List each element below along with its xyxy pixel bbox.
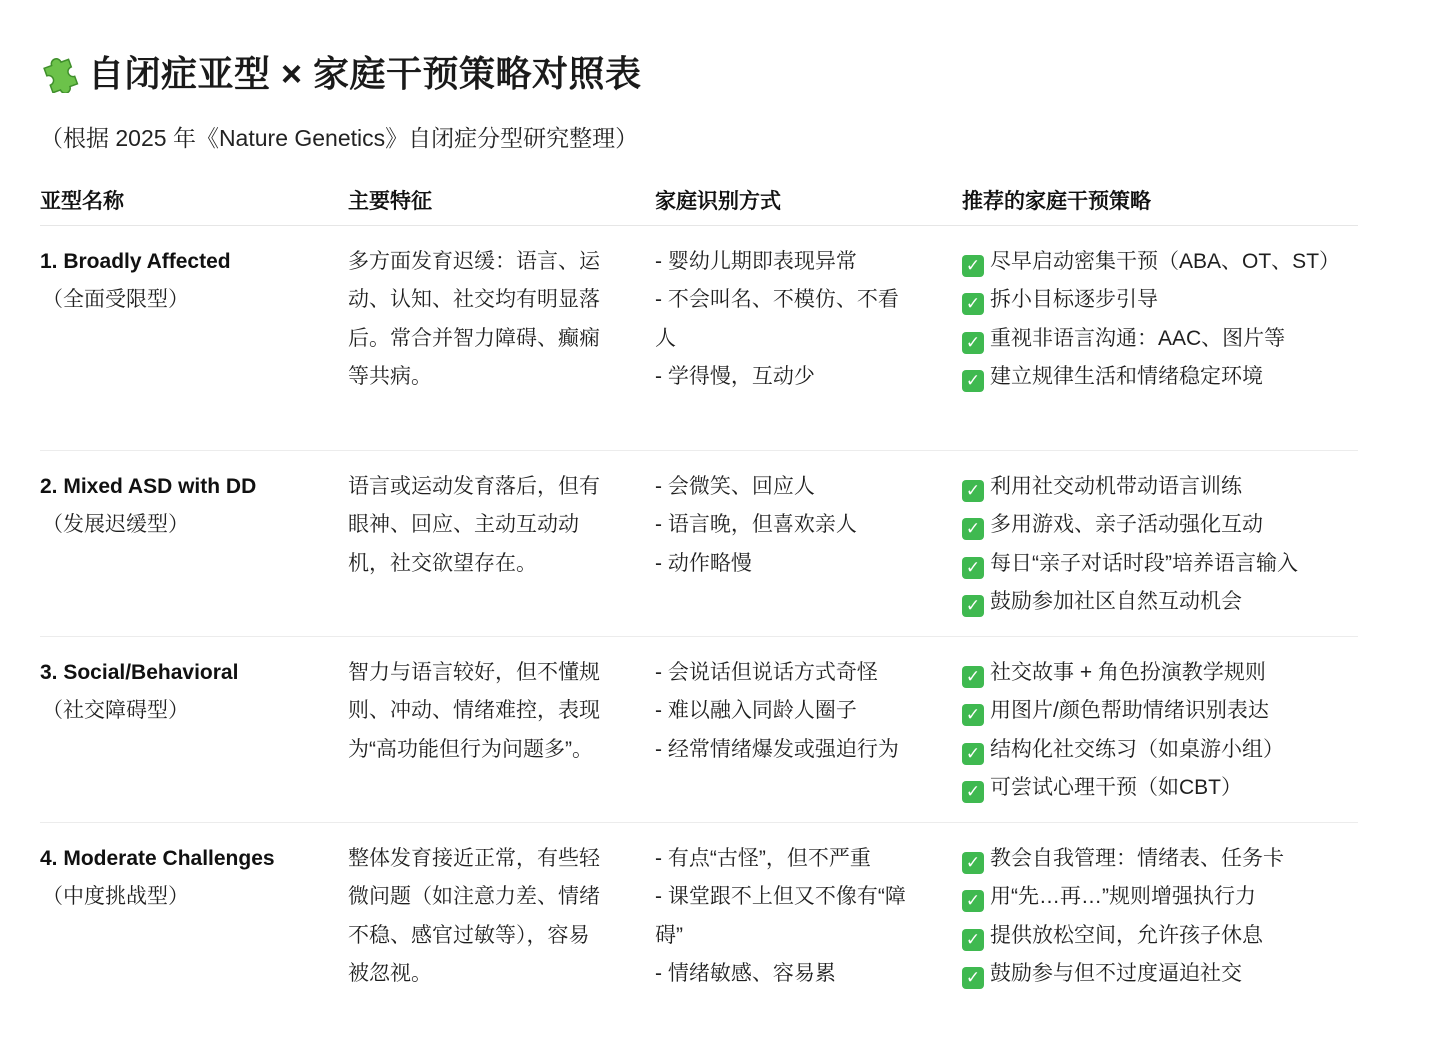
subtype-name-cn: （发展迟缓型） [42,513,189,537]
identify-item: - 学得慢，互动少 [655,365,815,389]
check-mark-icon: ✓ [962,480,984,502]
features-cell: 语言或运动发育落后，但有眼神、回应、主动互动动机，社交欲望存在。 [348,475,600,575]
header-strategies: 推荐的家庭干预策略 [962,190,1151,213]
subtype-cell [40,654,330,731]
identify-item: - 有点“古怪”，但不严重 [655,847,871,870]
subtype-cell [40,468,330,545]
table-row [40,822,1358,1012]
strategy-item: ✓ 多用游戏、亲子活动强化互动 [962,506,1352,544]
identify-item: - 不会叫名、不模仿、不看人 [655,288,899,350]
header-identify: 家庭识别方式 [655,190,781,213]
header-features: 主要特征 [348,190,432,213]
check-mark-icon: ✓ [962,852,984,874]
strategy-item: ✓ 拆小目标逐步引导 [962,281,1352,319]
strategy-item: ✓ 每日“亲子对话时段”培养语言输入 [962,545,1352,583]
check-mark-icon: ✓ [962,781,984,803]
identify-item: - 难以融入同龄人圈子 [655,699,857,723]
identify-item: - 语言晚，但喜欢亲人 [655,513,857,537]
check-mark-icon: ✓ [962,518,984,540]
page-title [38,46,642,96]
features-cell: 智力与语言较好，但不懂规则、冲动、情绪难控，表现为“高功能但行为问题多”。 [348,661,600,761]
table-row [40,225,1358,451]
identify-cell [655,840,915,994]
identify-cell [655,243,915,397]
identify-cell [655,468,915,583]
strategies-cell [962,840,1352,994]
check-mark-icon: ✓ [962,332,984,354]
subtype-name-cn: （中度挑战型） [42,885,189,909]
strategy-item: ✓ 用图片/颜色帮助情绪识别表达 [962,692,1352,730]
table-row [40,636,1358,823]
header-subtype: 亚型名称 [40,190,124,213]
strategies-cell [962,243,1352,397]
strategy-item: ✓ 建立规律生活和情绪稳定环境 [962,358,1352,396]
table-row [40,450,1358,637]
strategy-item: ✓ 用“先…再…”规则增强执行力 [962,878,1352,916]
subtype-name-cn: （全面受限型） [42,288,189,312]
strategy-item: ✓ 社交故事 + 角色扮演教学规则 [962,654,1352,692]
subtype-name-en: 4. Moderate Challenges [40,847,275,870]
subtype-name-en: 2. Mixed ASD with DD [40,475,257,498]
strategy-item: ✓ 结构化社交练习（如桌游小组） [962,731,1352,769]
subtype-name-en: 1. Broadly Affected [40,250,231,273]
page-title-text: 自闭症亚型 × 家庭干预策略对照表 [88,52,642,94]
table-header [40,183,1358,226]
strategy-item: ✓ 重视非语言沟通：AAC、图片等 [962,320,1352,358]
subtype-name-cn: （社交障碍型） [42,699,189,723]
check-mark-icon: ✓ [962,557,984,579]
subtype-name-en: 3. Social/Behavioral [40,661,239,684]
strategy-item: ✓ 可尝试心理干预（如CBT） [962,769,1352,807]
strategy-item: ✓ 鼓励参与但不过度逼迫社交 [962,955,1352,993]
check-mark-icon: ✓ [962,293,984,315]
features-cell: 整体发育接近正常，有些轻微问题（如注意力差、情绪不稳、感官过敏等），容易被忽视。 [348,847,600,986]
identify-item: - 会微笑、回应人 [655,475,815,498]
subtype-cell [40,840,330,917]
check-mark-icon: ✓ [962,743,984,765]
identify-item: - 课堂跟不上但又不像有“障碍” [655,885,906,947]
strategies-cell [962,468,1352,622]
identify-item: - 会说话但说话方式奇怪 [655,661,878,684]
subtype-cell [40,243,330,320]
strategy-item: ✓ 教会自我管理：情绪表、任务卡 [962,840,1352,878]
check-mark-icon: ✓ [962,666,984,688]
puzzle-piece-icon [38,49,82,93]
strategy-item: ✓ 利用社交动机带动语言训练 [962,468,1352,506]
identify-item: - 婴幼儿期即表现异常 [655,250,857,273]
strategy-item: ✓ 提供放松空间，允许孩子休息 [962,917,1352,955]
identify-item: - 经常情绪爆发或强迫行为 [655,737,899,761]
strategy-item: ✓ 鼓励参加社区自然互动机会 [962,583,1352,621]
check-mark-icon: ✓ [962,255,984,277]
identify-item: - 动作略慢 [655,551,752,575]
subtitle: （根据 2025 年《Nature Genetics》自闭症分型研究整理） [40,125,639,151]
check-mark-icon: ✓ [962,967,984,989]
check-mark-icon: ✓ [962,370,984,392]
check-mark-icon: ✓ [962,595,984,617]
check-mark-icon: ✓ [962,890,984,912]
features-cell: 多方面发育迟缓：语言、运动、认知、社交均有明显落后。常合并智力障碍、癫痫等共病。 [348,250,600,389]
strategy-item: ✓ 尽早启动密集干预（ABA、OT、ST） [962,243,1352,281]
strategies-cell [962,654,1352,808]
identify-cell [655,654,915,769]
identify-item: - 情绪敏感、容易累 [655,962,836,986]
check-mark-icon: ✓ [962,929,984,951]
check-mark-icon: ✓ [962,704,984,726]
